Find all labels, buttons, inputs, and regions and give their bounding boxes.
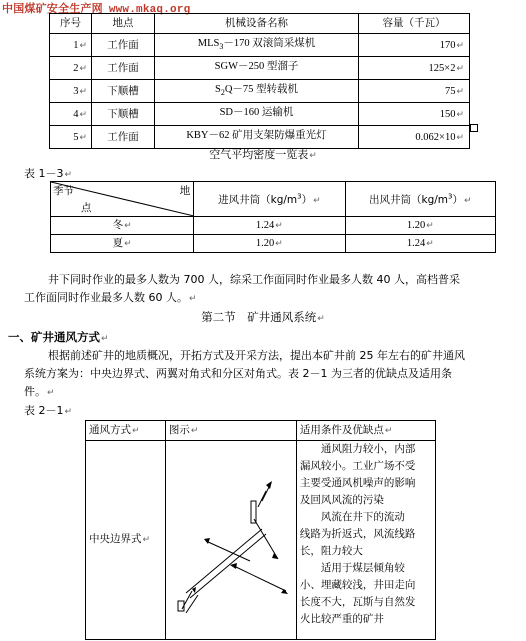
ventilation-table-header bbox=[86, 421, 436, 441]
row-no-text: 2 bbox=[73, 62, 79, 74]
para-people-line2-text: 工作面同时作业最多人数 60 人。 bbox=[24, 291, 188, 304]
row-name-pre: SD－160 运输机 bbox=[219, 107, 294, 119]
section-title-text: 第二节 矿井通风系统 bbox=[201, 310, 317, 324]
condition-line: 适用于煤层倾角较 bbox=[299, 562, 405, 574]
header-intake-pre: 进风井筒（kg/m bbox=[218, 193, 298, 206]
conditions-cell bbox=[296, 441, 435, 640]
para-vent-line3-text: 件。 bbox=[24, 385, 46, 398]
watermark-site: 中国煤矿安全生产网 bbox=[2, 3, 103, 15]
table-row bbox=[50, 80, 470, 103]
season-text: 冬 bbox=[112, 219, 124, 231]
ventilation-diagram bbox=[166, 441, 295, 639]
row-name-pre: MLS bbox=[197, 38, 220, 49]
diagonal-header-cell bbox=[51, 182, 194, 217]
header-place: 地点 bbox=[92, 14, 155, 34]
header-conditions-text: 适用条件及优缺点 bbox=[299, 424, 384, 436]
header-capacity: 容量（千瓦） bbox=[359, 14, 470, 34]
row-capacity: 125×2↵ bbox=[359, 57, 470, 80]
diag-bottom-label: 点 bbox=[81, 202, 92, 214]
label-table-1-3: 表 1－3↵ bbox=[24, 167, 73, 180]
row-capacity-text: 75 bbox=[444, 85, 456, 97]
return-value: 1.24↵ bbox=[345, 235, 495, 253]
condition-line: 漏风较小。工业广场不受 bbox=[299, 460, 416, 472]
para-vent-line3: 件。↵ bbox=[24, 385, 55, 398]
row-no-text: 4 bbox=[73, 108, 79, 120]
table-row bbox=[51, 235, 496, 253]
table-row bbox=[51, 217, 496, 235]
condition-line: 长，阻力较大 bbox=[299, 545, 363, 557]
row-capacity: 75↵ bbox=[359, 80, 470, 103]
header-return-sup: 3 bbox=[448, 192, 453, 200]
row-no: 1↵ bbox=[50, 34, 92, 57]
row-no-text: 3 bbox=[73, 85, 79, 97]
intake-text: 1.20 bbox=[255, 238, 275, 249]
header-method: 通风方式↵ bbox=[86, 421, 166, 441]
table-row bbox=[50, 103, 470, 126]
section-title: 第二节 矿井通风系统↵ bbox=[201, 310, 325, 324]
watermark-url: www.mkaq.org bbox=[108, 4, 191, 16]
label-table-1-3-text: 表 1－3 bbox=[24, 167, 64, 180]
header-conditions: 适用条件及优缺点↵ bbox=[296, 421, 435, 441]
row-capacity-text: 150 bbox=[439, 108, 456, 120]
air-density-table bbox=[50, 181, 496, 253]
condition-line: 小、埋藏较浅，井田走向 bbox=[299, 579, 416, 591]
header-return-pre: 出风井筒（kg/m bbox=[369, 193, 449, 206]
intake-value: 1.24↵ bbox=[194, 217, 345, 235]
table-resize-handle[interactable] bbox=[470, 124, 478, 132]
header-intake: 进风井筒$(kg/m^3)↵$ bbox=[194, 182, 345, 217]
diag-top-label: 季节 bbox=[53, 185, 74, 197]
header-intake-sup: 3 bbox=[297, 192, 302, 200]
header-diagram-text: 图示 bbox=[168, 424, 190, 436]
row-no: 5↵ bbox=[50, 126, 92, 149]
condition-line: 线路为折返式，风流线路 bbox=[299, 528, 416, 540]
row-name-sub: 2 bbox=[220, 88, 225, 98]
return-text: 1.20 bbox=[406, 220, 426, 231]
equipment-table-header bbox=[50, 14, 470, 34]
ventilation-method-table bbox=[85, 420, 436, 640]
label-table-2-1-text: 表 2－1 bbox=[24, 404, 64, 417]
label-table-2-1: 表 2－1↵ bbox=[24, 404, 73, 417]
row-capacity-text: 0.062×10 bbox=[415, 131, 456, 143]
row-capacity: 150↵ bbox=[359, 103, 470, 126]
para-vent-line1: 根据前述矿井的地质概况，开拓方式及开采方法，提出本矿井前 25 年左右的矿井通风 bbox=[48, 349, 465, 362]
condition-line: 火比较严重的矿井 bbox=[299, 613, 384, 625]
header-method-text: 通风方式 bbox=[89, 424, 131, 436]
header-no: 序号 bbox=[50, 14, 92, 34]
row-name-post: －170 双滚筒采煤机 bbox=[223, 38, 316, 49]
condition-line: 主要受通风机噪声的影响 bbox=[299, 477, 416, 489]
season-text: 夏 bbox=[112, 237, 124, 249]
row-name-sub: 3 bbox=[219, 42, 224, 52]
heading-ventilation-text: 一、矿井通风方式 bbox=[8, 330, 100, 344]
row-place: 工作面 bbox=[92, 34, 155, 57]
para-people-line2: 工作面同时作业最多人数 60 人。↵ bbox=[24, 291, 197, 304]
row-no-text: 1 bbox=[73, 39, 79, 51]
diagram-cell bbox=[165, 441, 296, 640]
row-no: 4↵ bbox=[50, 103, 92, 126]
intake-text: 1.24 bbox=[255, 220, 275, 231]
table-row bbox=[50, 34, 470, 57]
header-intake-post: ） bbox=[301, 193, 313, 206]
condition-line: 长度不大，瓦斯与自然发 bbox=[299, 596, 416, 608]
caption-air-text: 空气平均密度一览表 bbox=[209, 148, 309, 161]
method-text: 中央边界式 bbox=[89, 533, 142, 545]
diag-right-label: 地 bbox=[179, 185, 191, 197]
row-name-pre: SGW－250 型溜子 bbox=[214, 61, 299, 73]
table-row bbox=[86, 441, 436, 640]
header-return-post: ） bbox=[452, 193, 463, 206]
row-capacity: 170↵ bbox=[359, 34, 470, 57]
return-value: 1.20↵ bbox=[345, 217, 495, 235]
row-place: 下顺槽 bbox=[92, 103, 155, 126]
row-capacity: 0.062×10↵ bbox=[359, 126, 470, 149]
row-place: 工作面 bbox=[92, 57, 155, 80]
row-name bbox=[155, 80, 359, 103]
row-name-post: Q－75 型转载机 bbox=[224, 84, 299, 96]
method-cell: 中央边界式↵ bbox=[86, 441, 166, 640]
row-no: 2↵ bbox=[50, 57, 92, 80]
caption-air-density: 空气平均密度一览表↵ bbox=[209, 148, 317, 161]
air-density-header bbox=[51, 182, 496, 217]
row-no-text: 5 bbox=[73, 131, 79, 143]
row-capacity-text: 170 bbox=[439, 39, 456, 51]
header-return: 出风井筒$(kg/m^3)↵$ bbox=[345, 182, 495, 217]
row-capacity-text: 125×2 bbox=[428, 62, 456, 74]
row-name bbox=[155, 57, 359, 80]
header-diagram: 图示↵ bbox=[165, 421, 296, 441]
row-name-pre: S bbox=[214, 84, 221, 96]
row-name bbox=[155, 34, 359, 57]
header-name: 机械设备名称 bbox=[155, 14, 359, 34]
heading-ventilation-method: 一、矿井通风方式↵ bbox=[8, 330, 109, 344]
return-text: 1.24 bbox=[406, 238, 426, 249]
condition-line: 通风阻力较小，内部 bbox=[299, 443, 416, 455]
row-name bbox=[155, 103, 359, 126]
intake-value: 1.20↵ bbox=[194, 235, 345, 253]
para-people-line1: 井下同时作业的最多人数为 700 人，综采工作面同时作业最多人数 40 人，高档普采 bbox=[48, 273, 460, 286]
row-place: 下顺槽 bbox=[92, 80, 155, 103]
condition-line: 及回风风流的污染 bbox=[299, 494, 384, 506]
equipment-table bbox=[49, 13, 470, 149]
season-cell: 夏↵ bbox=[51, 235, 194, 253]
row-no: 3↵ bbox=[50, 80, 92, 103]
row-name-pre: KBY－62 矿用支架防爆重光灯 bbox=[186, 130, 327, 142]
season-cell: 冬↵ bbox=[51, 217, 194, 235]
condition-line: 风流在井下的流动 bbox=[299, 511, 405, 523]
para-vent-line2: 系统方案为：中央边界式、两翼对角式和分区对角式。表 2－1 为三者的优缺点及适用条 bbox=[24, 367, 452, 380]
table-row bbox=[50, 57, 470, 80]
row-place: 工作面 bbox=[92, 126, 155, 149]
